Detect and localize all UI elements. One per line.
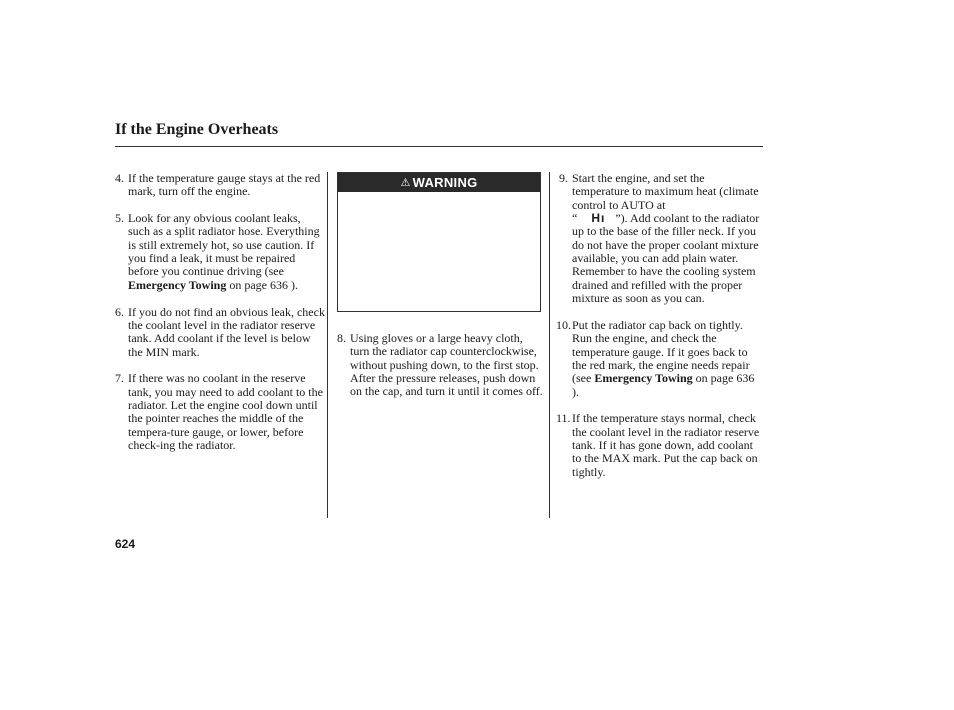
step-text-after: on page 636 ). bbox=[572, 371, 755, 399]
step-text: Put the radiator cap back on tightly. Run the engine, and check the temperature gauge. If it goes back to the red mark, the engine needs repair (see bbox=[572, 317, 750, 386]
open-quote: “ bbox=[572, 211, 578, 226]
warning-header bbox=[338, 173, 540, 192]
step-4 bbox=[115, 172, 325, 199]
page-number: 624 bbox=[115, 537, 136, 551]
emergency-towing-reference: Emergency Towing bbox=[594, 371, 693, 386]
column-2 bbox=[337, 332, 543, 412]
step-5 bbox=[115, 212, 325, 292]
warning-triangle-icon: ⚠ bbox=[400, 177, 411, 189]
step-text: Using gloves or a large heavy cloth, turn the radiator cap counterclockwise, without pushing down, to the first stop. After the pressure releases, push down on the cap, and turn it until it comes off. bbox=[350, 331, 543, 399]
step-text-after: on page 636 ). bbox=[226, 277, 298, 292]
warning-label: WARNING bbox=[412, 175, 478, 190]
step-text: If the temperature stays normal, check the coolant level in the radiator reserve tank. If it has gone down, add coolant to the MAX mark. Put the cap back on tightly. bbox=[572, 411, 760, 479]
step-8 bbox=[337, 332, 543, 399]
max-heat-hi-icon: Hı bbox=[591, 211, 606, 226]
warning-box bbox=[337, 172, 541, 312]
column-divider-left bbox=[327, 172, 328, 518]
step-number: 10. bbox=[556, 317, 571, 332]
step-text: If there was no coolant in the reserve tank, you may need to add coolant to the radiator. Let the engine cool down until the pointer reaches the middle of the tempera-ture gauge, or lower, before check-ing the radiator. bbox=[128, 371, 323, 453]
step-6 bbox=[115, 306, 325, 359]
column-1 bbox=[115, 172, 325, 466]
page-title: If the Engine Overheats bbox=[115, 121, 279, 138]
title-underline bbox=[115, 146, 763, 147]
step-9 bbox=[559, 172, 761, 305]
step-number: 6. bbox=[115, 304, 124, 319]
step-text: Start the engine, and set the temperature to maximum heat (climate control to AUTO at bbox=[572, 171, 759, 212]
step-number: 8. bbox=[337, 331, 346, 345]
emergency-towing-reference: Emergency Towing bbox=[128, 277, 227, 292]
step-11 bbox=[556, 412, 761, 479]
step-number: 11. bbox=[556, 411, 571, 426]
step-text: If the temperature gauge stays at the red mark, turn off the engine. bbox=[128, 171, 321, 199]
step-10 bbox=[556, 319, 761, 399]
step-number: 5. bbox=[115, 211, 124, 226]
step-text: If you do not find an obvious leak, check the coolant level in the radiator reserve tank. Add coolant if the level is below the MIN mark. bbox=[128, 304, 325, 359]
step-number: 9. bbox=[559, 171, 568, 185]
step-number: 7. bbox=[115, 371, 124, 386]
column-3 bbox=[556, 171, 761, 492]
step-7 bbox=[115, 372, 325, 452]
step-text: Look for any obvious coolant leaks, such as a split radiator hose. Everything is still extremely hot, so use caution. If you find a leak, it must be repaired before you continue driving (see bbox=[128, 211, 320, 279]
step-number: 4. bbox=[115, 171, 124, 185]
step-text-continued: ”). Add coolant to the radiator up to the base of the filler neck. If you do not have the proper coolant mixture available, you can add plain water. Remember to have the cooling system drained and refilled with the proper mixture as soon as you can. bbox=[572, 211, 760, 306]
column-divider-right bbox=[549, 172, 550, 518]
